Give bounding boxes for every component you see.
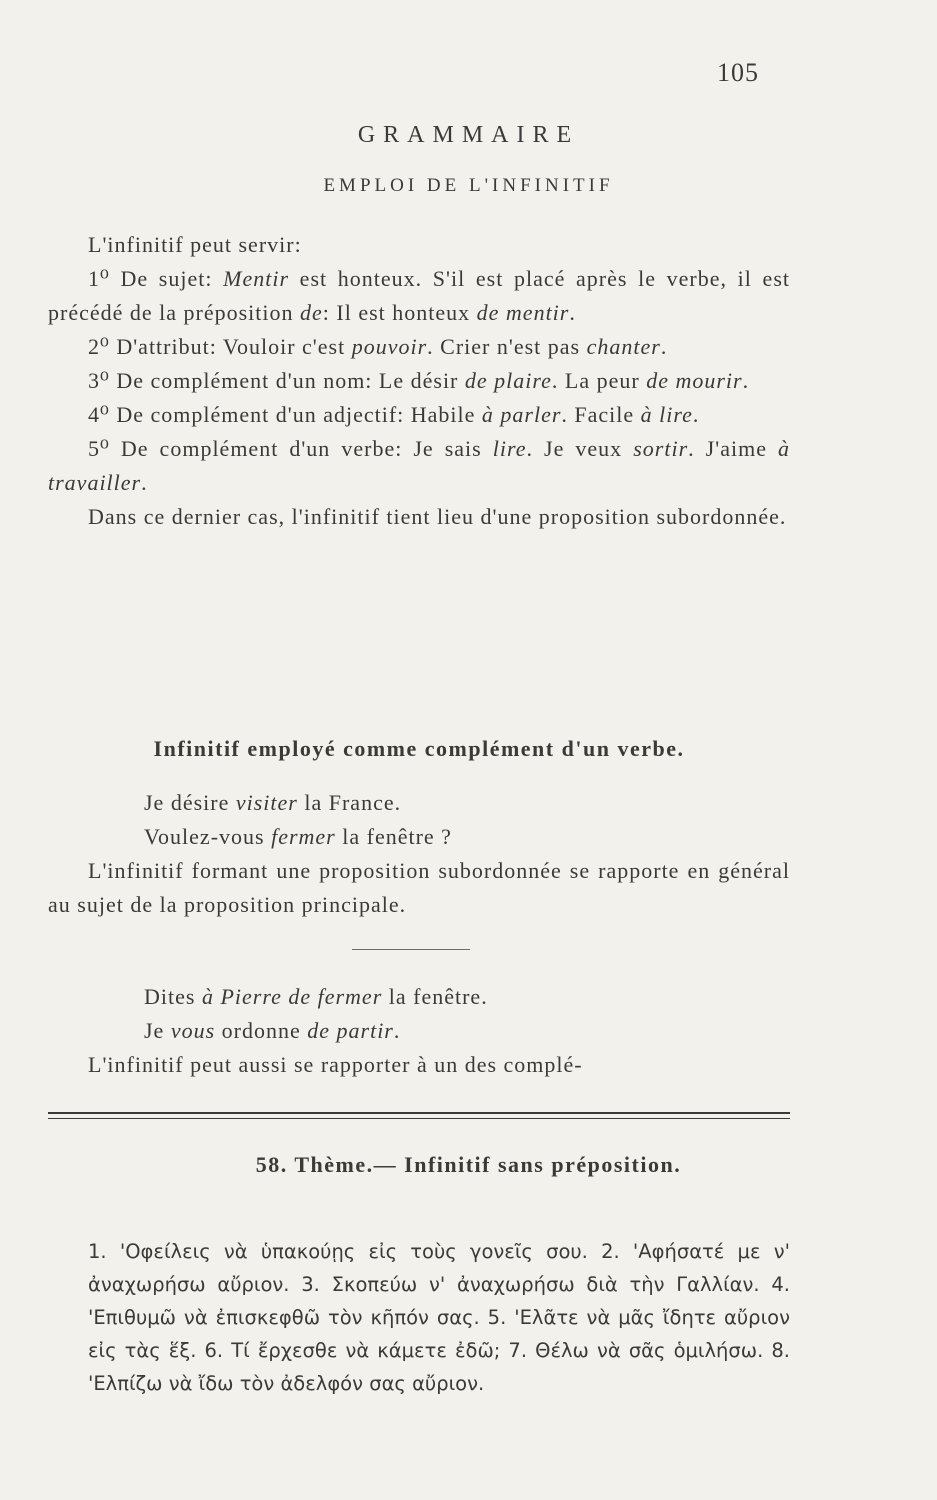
item-text: : Il est honteux <box>322 300 477 325</box>
item-number: 4⁰ <box>88 402 110 427</box>
item-number: 5⁰ <box>88 436 110 461</box>
example-italic: visiter <box>235 790 298 815</box>
item-example: à travailler <box>48 436 791 495</box>
rule-item-3 <box>48 364 790 398</box>
thick-divider <box>48 1112 790 1114</box>
item-text: De sujet: <box>109 266 224 291</box>
example-text: Je <box>144 1018 171 1043</box>
example-text: Dites <box>144 984 202 1009</box>
item-example: de plaire <box>464 368 552 393</box>
example-text: la France. <box>297 790 402 815</box>
item-text: . Je veux <box>526 436 634 461</box>
item-text: . <box>742 368 750 393</box>
grammar-body <box>48 228 790 534</box>
item-text: . <box>660 334 668 359</box>
example-line <box>48 820 790 854</box>
item-text: D'attribut: Vouloir c'est <box>109 334 352 359</box>
example-italic: de partir <box>307 1018 394 1043</box>
thin-divider <box>48 1118 790 1119</box>
example-text: Voulez-vous <box>144 824 272 849</box>
example-text: la fenêtre ? <box>335 824 452 849</box>
item-example: de mentir <box>476 300 570 325</box>
item-text: De complément d'un adjectif: Habile <box>109 402 482 427</box>
item-number: 3⁰ <box>88 368 110 393</box>
item-example: à parler <box>481 402 562 427</box>
item-text: De complément d'un verbe: Je sais <box>109 436 493 461</box>
rule-item-2 <box>48 330 790 364</box>
example-text: la fenêtre. <box>382 984 488 1009</box>
rule-item-1 <box>48 262 790 330</box>
note-paragraph: L'infinitif peut aussi se rapporter à un des complé- <box>88 1052 583 1077</box>
item-text: . <box>141 470 148 495</box>
example-text: . <box>393 1018 401 1043</box>
note-paragraph: Dans ce dernier cas, l'infinitif tient lieu d'une proposition subordonnée. <box>88 504 787 529</box>
item-text: . Facile <box>561 402 641 427</box>
item-example: pouvoir <box>351 334 428 359</box>
item-example: lire <box>492 436 527 461</box>
example-text: Je désire <box>144 790 236 815</box>
verb-complement-section <box>48 732 790 922</box>
item-example: Mentir <box>223 266 290 291</box>
item-number: 2⁰ <box>88 334 110 359</box>
item-example: chanter <box>586 334 661 359</box>
intro-line: L'infinitif peut servir: <box>88 232 302 257</box>
item-text: . <box>692 402 700 427</box>
example-text: ordonne <box>215 1018 308 1043</box>
example-line <box>48 786 790 820</box>
item-example: sortir <box>633 436 689 461</box>
item-text: . Crier n'est pas <box>427 334 587 359</box>
item-number: 1⁰ <box>88 266 110 291</box>
rule-item-4 <box>48 398 790 432</box>
short-divider <box>352 949 470 950</box>
item-text: est honteux. S'il est placé après le verbe, il est précédé de la préposition <box>48 266 790 325</box>
second-examples <box>48 980 790 1082</box>
item-example: de mourir <box>646 368 743 393</box>
greek-exercise: 1. 'Οφείλεις νὰ ὑπακούῃς εἰς τοὺς γονεῖς σου. 2. 'Αφήσατέ με ν' ἀναχωρήσω αὔριον. 3. Σκοπεύω ν' ἀναχωρήσω διὰ τὴν Γαλλίαν. 4. 'Επιθυμῶ νὰ ἐπισκεφθῶ τὸν κῆπόν σας. 5. 'Ελᾶτε νὰ μᾶς ἴδητε αὔριον εἰς τὰς ἕξ. 6. Τί ἔρχεσθε νὰ κάμετε ἐδῶ; 7. Θέλω νὰ σᾶς ὁμιλήσω. 8. 'Ελπίζω νὰ ἴδω τὸν ἀδελφόν σας αὔριον. <box>88 1239 790 1395</box>
example-line <box>48 980 790 1014</box>
item-example: de <box>300 300 323 325</box>
theme-heading: 58. Thème.— Infinitif sans préposition. <box>255 1152 682 1177</box>
item-text: . <box>569 300 576 325</box>
section-heading: Infinitif employé comme complément d'un verbe. <box>153 736 685 761</box>
item-example: à lire <box>640 402 693 427</box>
item-text: . La peur <box>551 368 647 393</box>
item-text: De complément d'un nom: Le désir <box>109 368 465 393</box>
item-text: . J'aime <box>688 436 779 461</box>
note-paragraph: L'infinitif formant une proposition subordonnée se rapporte en général au sujet de la proposition principale. <box>48 858 790 917</box>
page-number: 105 <box>717 58 759 87</box>
example-line <box>48 1014 790 1048</box>
page-title: GRAMMAIRE <box>357 122 580 148</box>
example-italic: vous <box>170 1018 216 1043</box>
rule-item-5 <box>48 432 790 500</box>
example-italic: fermer <box>271 824 336 849</box>
example-italic: à Pierre de fermer <box>201 984 383 1009</box>
page-subtitle: EMPLOI DE L'INFINITIF <box>323 175 614 196</box>
